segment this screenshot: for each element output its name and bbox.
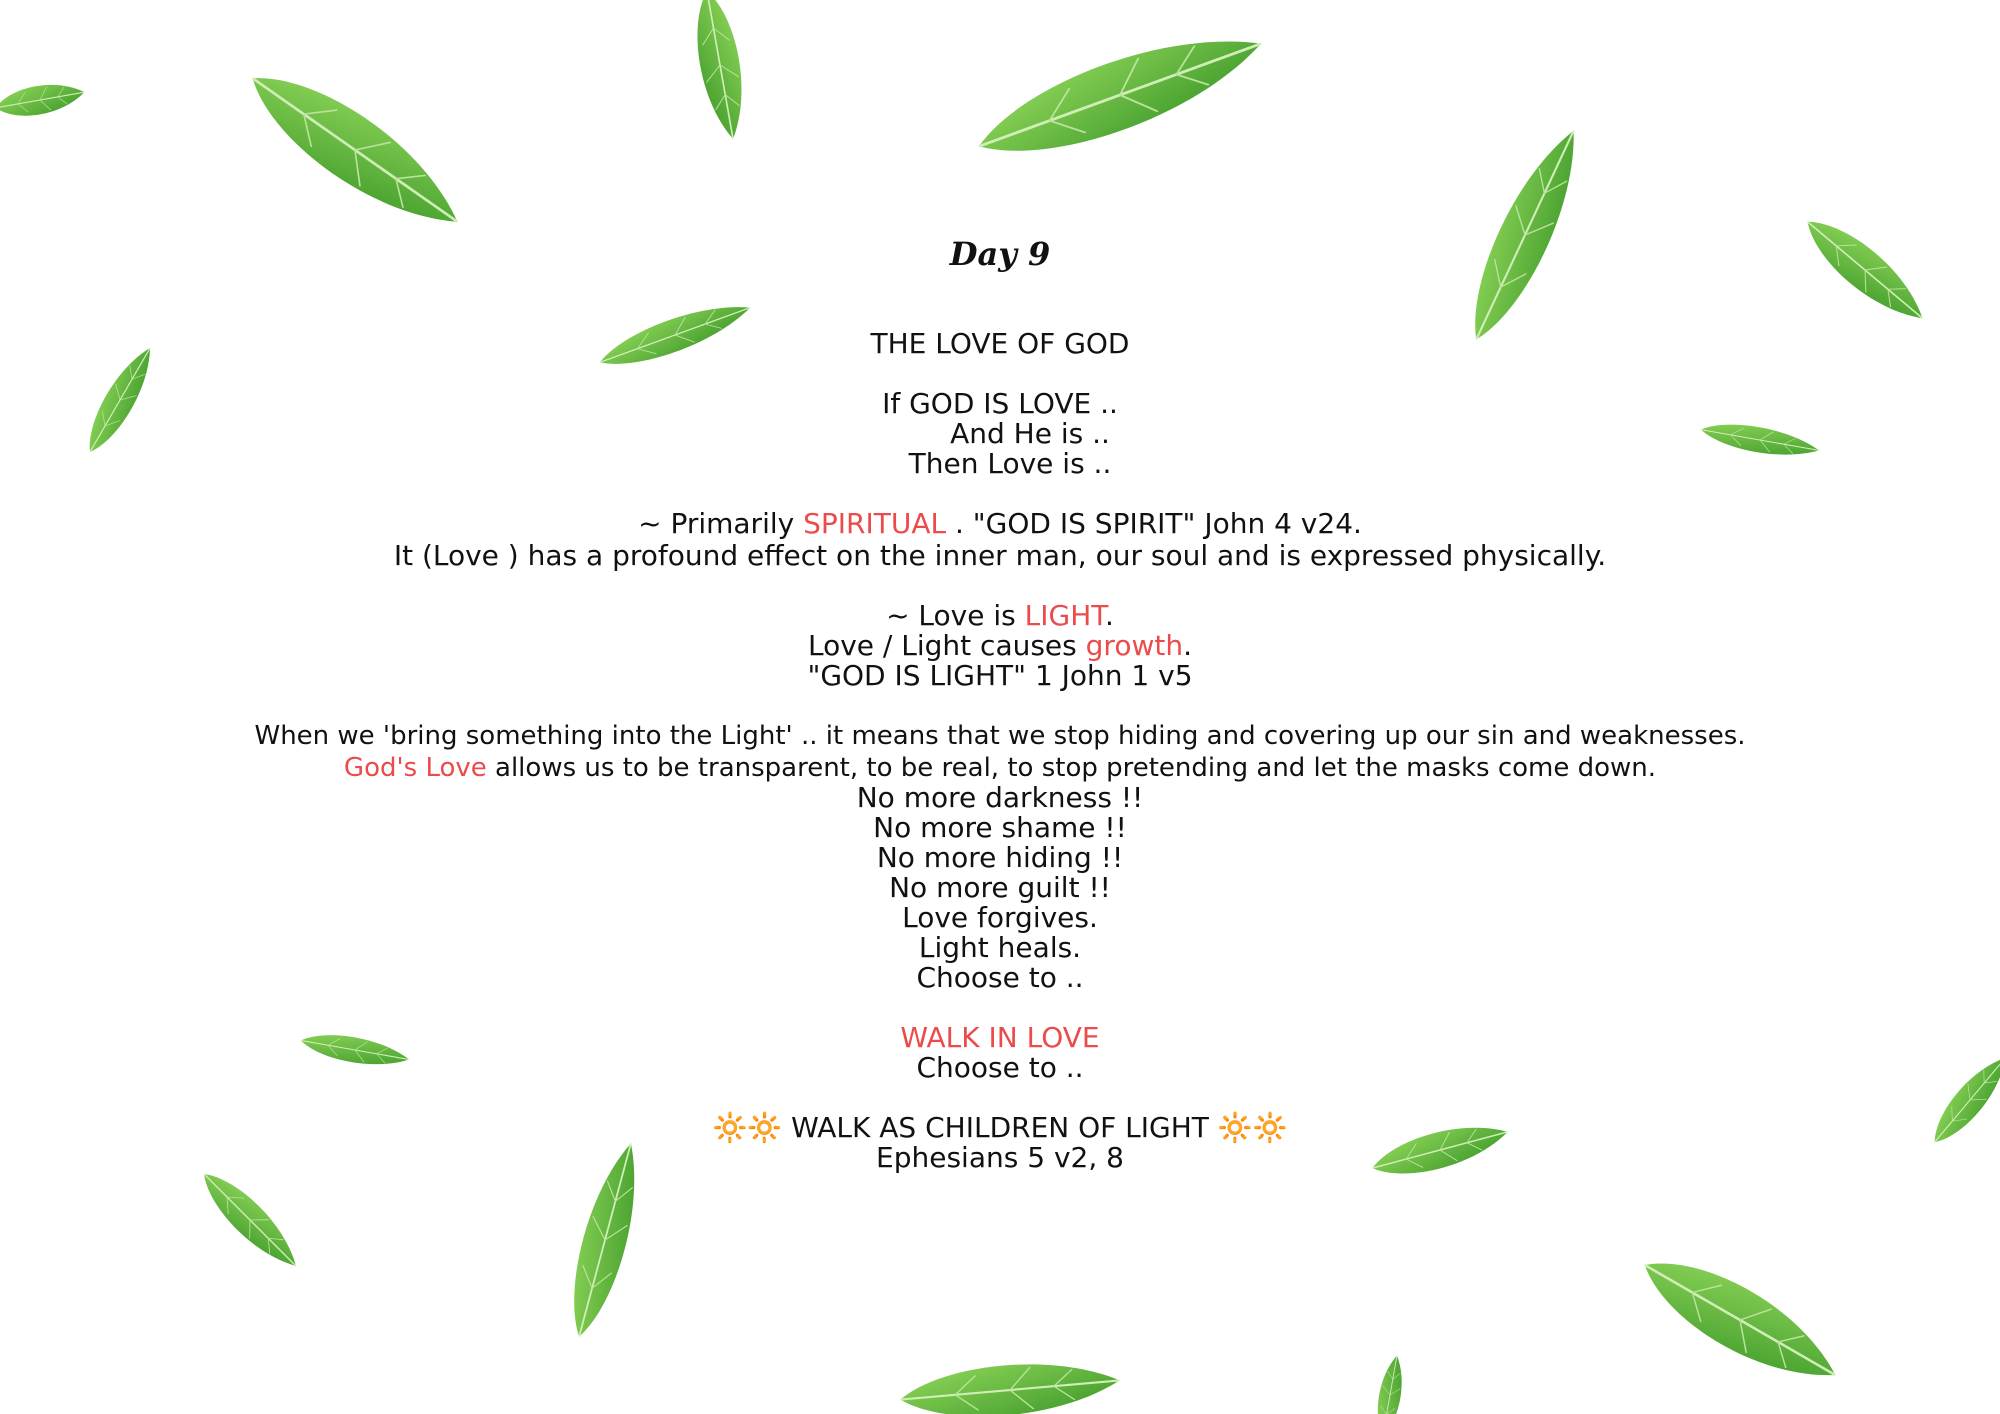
transparency-rest: allows us to be transparent, to be real, to stop pretending and let the masks come down. [486, 753, 1657, 783]
spiritual-highlight: SPIRITUAL [803, 507, 947, 540]
light-highlight: LIGHT [1024, 599, 1106, 632]
choose-to-again: Choose to .. [916, 1051, 1084, 1084]
day-label: Day 9 [949, 235, 1051, 273]
spiritual-line-2: It (Love ) has a profound effect on the inner man, our soul and is expressed physically. [393, 539, 1607, 572]
love-forgives: Love forgives. [902, 901, 1098, 934]
transparency-line-1: When we 'bring something into the Light' .. it means that we stop hiding and covering up our sin and weaknesses. [254, 721, 1746, 751]
choose-to: Choose to .. [916, 961, 1084, 994]
children-text: WALK AS CHILDREN OF LIGHT [782, 1111, 1218, 1144]
sun-icon: 🔆🔆 [712, 1111, 783, 1144]
light-suffix: . [1105, 599, 1114, 632]
spiritual-prefix: ~ Primarily [638, 507, 804, 540]
growth-line [0, 630, 2000, 662]
growth-suffix: . [1183, 629, 1192, 662]
no-more-shame: No more shame !! [873, 811, 1127, 844]
children-of-light-line [0, 1112, 2000, 1144]
no-more-darkness: No more darkness !! [856, 781, 1144, 814]
light-verse: "GOD IS LIGHT" 1 John 1 v5 [807, 659, 1193, 692]
spiritual-suffix: . "GOD IS SPIRIT" John 4 v24. [946, 507, 1362, 540]
light-prefix: ~ Love is [886, 599, 1025, 632]
title: THE LOVE OF GOD [870, 327, 1130, 360]
ephesians-reference: Ephesians 5 v2, 8 [876, 1141, 1124, 1174]
no-more-hiding: No more hiding !! [876, 841, 1124, 874]
intro-line-2: And He is .. [950, 417, 1110, 450]
light-line [0, 600, 2000, 632]
walk-in-love: WALK IN LOVE [900, 1021, 1100, 1054]
growth-highlight: growth [1085, 629, 1184, 662]
light-heals: Light heals. [918, 931, 1082, 964]
sun-icon: 🔆🔆 [1217, 1111, 1288, 1144]
spiritual-line [0, 508, 2000, 540]
intro-line-1: If GOD IS LOVE .. [882, 387, 1118, 420]
no-more-guilt: No more guilt !! [889, 871, 1111, 904]
transparency-line-2 [0, 752, 2000, 784]
growth-prefix: Love / Light causes [808, 629, 1086, 662]
gods-love-highlight: God's Love [343, 753, 487, 783]
intro-line-3: Then Love is .. [908, 447, 1112, 480]
